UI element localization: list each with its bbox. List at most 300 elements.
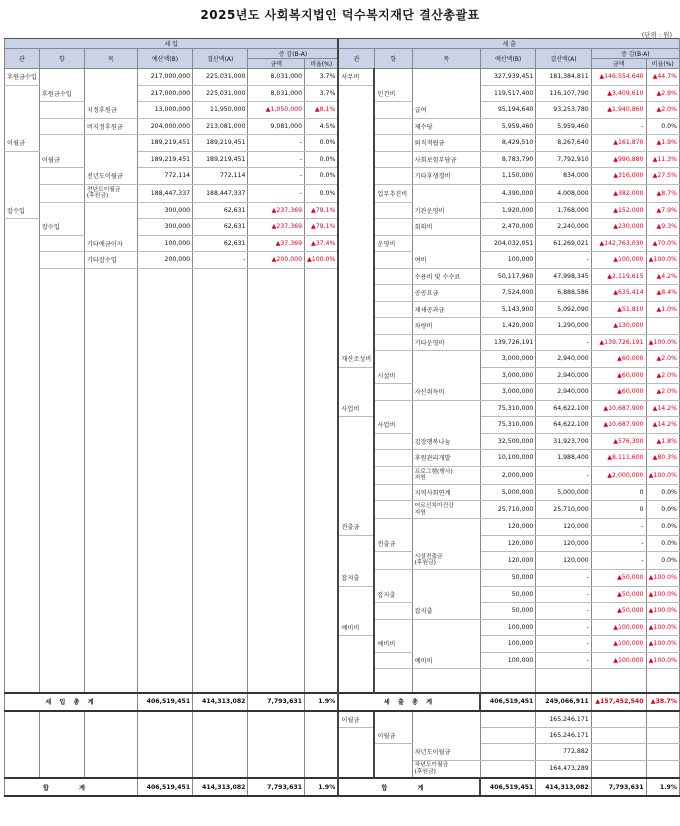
income-cell: 전년도이월금 — [84, 168, 137, 185]
expense-grand-ex_ratio: 1.9% — [646, 778, 679, 796]
income-cell — [84, 450, 137, 467]
spacer-row — [5, 677, 680, 685]
table-row — [5, 603, 680, 620]
expense-cell: 회의비 — [412, 219, 480, 236]
empty-cell — [39, 760, 84, 778]
expense-cell: ▲80.3% — [646, 450, 679, 467]
income-cell — [5, 450, 40, 467]
carryover-cell: 772,882 — [536, 744, 591, 761]
expense-cell: 급여 — [412, 102, 480, 119]
income-cell: 0.0% — [305, 184, 339, 202]
carryover-cell — [374, 760, 412, 778]
expense-cell: ▲60,000 — [591, 351, 646, 368]
income-cell — [84, 433, 137, 450]
income-cell: ▲79.1% — [305, 219, 339, 236]
expense-cell: 5,143,900 — [480, 301, 535, 318]
income-cell — [137, 603, 192, 620]
carryover-row — [5, 744, 680, 761]
income-cell — [5, 619, 40, 636]
income-total-diff: 7,793,631 — [248, 693, 305, 711]
income-cell — [5, 586, 40, 603]
income-cell — [5, 400, 40, 417]
expense-cell — [412, 69, 480, 86]
income-cell — [193, 652, 248, 669]
empty-cell — [137, 711, 192, 728]
income-cell — [5, 636, 40, 653]
expense-cell: 후원관리개발 — [412, 450, 480, 467]
income-cell — [84, 367, 137, 384]
expense-cell: ▲10,687,900 — [591, 400, 646, 417]
income-cell — [248, 466, 305, 484]
income-cell — [39, 400, 84, 417]
expense-cell: 0.0% — [646, 535, 679, 552]
income-cell: ▲100.0% — [305, 252, 339, 269]
expense-cell: ▲100.0% — [646, 619, 679, 636]
expense-cell — [412, 619, 480, 636]
empty-cell — [374, 669, 412, 677]
income-cell: 62,631 — [193, 235, 248, 252]
expense-cell — [374, 400, 412, 417]
income-cell — [84, 202, 137, 219]
table-row — [5, 619, 680, 636]
carryover-cell — [646, 711, 679, 728]
expense-cell: 수용비 및 수수료 — [412, 268, 480, 285]
income-cell: 189,219,451 — [193, 151, 248, 168]
expense-cell: 32,500,000 — [480, 433, 535, 450]
expense-cell — [338, 235, 374, 252]
expense-cell — [374, 135, 412, 152]
expense-cell: ▲2.0% — [646, 367, 679, 384]
expense-cell — [412, 400, 480, 417]
expense-cell — [374, 334, 412, 351]
income-cell — [248, 636, 305, 653]
expense-grand-total-label: 합 계 — [338, 778, 480, 796]
table-row — [5, 535, 680, 552]
expense-cell — [338, 384, 374, 401]
expense-cell — [338, 417, 374, 434]
expense-cell: ▲382,000 — [591, 184, 646, 202]
empty-cell — [248, 677, 305, 685]
empty-cell — [338, 685, 374, 693]
income-cell — [305, 433, 339, 450]
income-cell: 188,447,337 — [137, 184, 192, 202]
carryover-cell — [591, 711, 646, 728]
col-amount: 금액 — [591, 59, 646, 69]
empty-cell — [137, 669, 192, 677]
income-cell: 13,000,000 — [137, 102, 192, 119]
income-cell: 기타잡수입 — [84, 252, 137, 269]
expense-cell — [412, 85, 480, 102]
expense-cell — [374, 102, 412, 119]
expense-cell: 50,000 — [480, 570, 535, 587]
expense-cell: ▲8.7% — [646, 184, 679, 202]
income-cell — [84, 301, 137, 318]
empty-cell — [338, 677, 374, 685]
income-cell: 772,114 — [137, 168, 192, 185]
expense-cell: ▲8.4% — [646, 285, 679, 302]
expense-cell: 여비 — [412, 252, 480, 269]
expense-cell: 120,000 — [480, 535, 535, 552]
empty-cell — [84, 760, 137, 778]
empty-cell — [480, 669, 535, 677]
income-cell — [137, 384, 192, 401]
expense-cell: 61,269,021 — [536, 235, 591, 252]
income-cell: 300,000 — [137, 202, 192, 219]
table-row — [5, 351, 680, 368]
col-mok: 목 — [412, 49, 480, 69]
income-cell — [84, 552, 137, 570]
empty-cell — [338, 669, 374, 677]
empty-cell — [5, 677, 40, 685]
income-cell — [137, 466, 192, 484]
income-cell — [84, 69, 137, 86]
expense-cell: ▲139,726,191 — [591, 334, 646, 351]
expense-cell: ▲3,409,610 — [591, 85, 646, 102]
expense-cell: 100,000 — [480, 652, 535, 669]
income-cell: - — [248, 135, 305, 152]
income-cell: 후원금수입 — [5, 69, 40, 86]
expense-cell — [338, 168, 374, 185]
expense-cell: 제세공과금 — [412, 301, 480, 318]
table-row — [5, 268, 680, 285]
income-cell — [305, 400, 339, 417]
expense-cell — [374, 301, 412, 318]
income-cell: 비지정후원금 — [84, 118, 137, 135]
income-cell — [84, 384, 137, 401]
income-cell — [193, 384, 248, 401]
income-cell: 225,031,000 — [193, 69, 248, 86]
empty-cell — [5, 711, 40, 728]
table-row — [5, 184, 680, 202]
expense-cell — [338, 202, 374, 219]
empty-cell — [84, 744, 137, 761]
income-cell: ▲37.4% — [305, 235, 339, 252]
income-cell — [137, 351, 192, 368]
income-cell — [137, 552, 192, 570]
income-cell — [305, 301, 339, 318]
income-cell — [84, 501, 137, 519]
expense-cell: 64,622,100 — [536, 400, 591, 417]
expense-cell — [374, 466, 412, 484]
expense-cell: 25,710,000 — [480, 501, 535, 519]
empty-cell — [412, 677, 480, 685]
income-cell — [137, 417, 192, 434]
expense-cell: - — [536, 619, 591, 636]
income-cell: - — [248, 151, 305, 168]
empty-cell — [305, 727, 339, 744]
table-row — [5, 484, 680, 501]
spacer-row — [5, 685, 680, 693]
expense-cell: 1,150,000 — [480, 168, 535, 185]
expense-cell: 자산취득비 — [412, 384, 480, 401]
income-cell — [5, 603, 40, 620]
expense-cell: ▲2.0% — [646, 102, 679, 119]
expense-cell: 0.0% — [646, 519, 679, 536]
expense-cell — [338, 301, 374, 318]
income-cell — [305, 466, 339, 484]
expense-cell: ▲100,000 — [591, 252, 646, 269]
income-cell — [193, 268, 248, 285]
income-cell — [305, 417, 339, 434]
empty-cell — [248, 744, 305, 761]
income-cell — [39, 433, 84, 450]
carryover-cell — [338, 727, 374, 744]
carryover-cell: 차년도이월금 (후원금) — [412, 760, 480, 778]
expense-cell: 6,888,586 — [536, 285, 591, 302]
expense-cell — [412, 519, 480, 536]
table-row — [5, 118, 680, 135]
income-cell — [5, 652, 40, 669]
income-cell — [193, 519, 248, 536]
carryover-row — [5, 711, 680, 728]
expense-cell — [338, 636, 374, 653]
expense-cell — [374, 318, 412, 335]
income-cell: 200,000 — [137, 252, 192, 269]
income-cell — [39, 184, 84, 202]
expense-cell: 1,768,000 — [536, 202, 591, 219]
empty-cell — [137, 744, 192, 761]
expense-cell: 1,988,400 — [536, 450, 591, 467]
empty-cell — [248, 760, 305, 778]
income-cell — [39, 168, 84, 185]
expense-cell — [338, 118, 374, 135]
expense-cell: ▲44.7% — [646, 69, 679, 86]
expense-cell: ▲14.2% — [646, 417, 679, 434]
income-cell: 225,031,000 — [193, 85, 248, 102]
page-title: 2025년도 사회복지법인 덕수복지재단 결산총괄표 — [200, 8, 480, 22]
empty-cell — [84, 711, 137, 728]
income-cell — [193, 351, 248, 368]
expense-cell: ▲100.0% — [646, 586, 679, 603]
expense-cell: 64,622,100 — [536, 417, 591, 434]
income-cell: 이월금 — [5, 135, 40, 152]
empty-cell — [84, 727, 137, 744]
table-row — [5, 151, 680, 168]
income-cell — [137, 535, 192, 552]
col-settled: 결산액(A) — [536, 49, 591, 69]
income-cell — [84, 466, 137, 484]
expense-cell — [412, 235, 480, 252]
expense-cell: 7,524,000 — [480, 285, 535, 302]
income-cell — [39, 652, 84, 669]
col-diff: 증 감(B-A) — [248, 49, 338, 59]
empty-cell — [305, 744, 339, 761]
empty-cell — [5, 744, 40, 761]
income-cell — [39, 202, 84, 219]
income-cell — [248, 285, 305, 302]
income-cell — [193, 285, 248, 302]
expense-cell — [374, 268, 412, 285]
expense-cell — [412, 184, 480, 202]
income-cell — [5, 384, 40, 401]
carryover-cell — [412, 711, 480, 728]
expense-cell: ▲60,000 — [591, 384, 646, 401]
expense-cell: ▲60,000 — [591, 367, 646, 384]
expense-cell: ▲27.5% — [646, 168, 679, 185]
income-cell — [193, 318, 248, 335]
col-mok: 목 — [84, 49, 137, 69]
expense-cell: 기관운영비 — [412, 202, 480, 219]
expense-cell: 인건비 — [374, 85, 412, 102]
expense-cell: ▲2,000,000 — [591, 466, 646, 484]
income-cell: ▲237,369 — [248, 202, 305, 219]
income-cell — [193, 535, 248, 552]
income-cell: - — [248, 168, 305, 185]
expense-cell: 0.0% — [646, 552, 679, 570]
income-cell — [193, 450, 248, 467]
empty-cell — [248, 711, 305, 728]
expense-cell — [374, 433, 412, 450]
expense-cell: ▲230,000 — [591, 219, 646, 236]
income-cell — [193, 367, 248, 384]
expense-cell: - — [536, 652, 591, 669]
income-cell: 217,000,000 — [137, 85, 192, 102]
income-cell — [84, 484, 137, 501]
income-cell — [5, 519, 40, 536]
empty-cell — [646, 685, 679, 693]
carryover-cell — [338, 760, 374, 778]
income-cell — [84, 652, 137, 669]
empty-cell — [5, 727, 40, 744]
expense-cell: 제수당 — [412, 118, 480, 135]
carryover-cell — [374, 711, 412, 728]
income-cell — [5, 334, 40, 351]
empty-cell — [193, 711, 248, 728]
expense-cell: 834,000 — [536, 168, 591, 185]
income-cell — [248, 570, 305, 587]
carryover-cell: 165,246,171 — [536, 711, 591, 728]
income-cell — [137, 586, 192, 603]
income-cell — [39, 268, 84, 285]
expense-total-budget: 406,519,451 — [480, 693, 535, 711]
income-cell — [5, 535, 40, 552]
income-cell — [5, 184, 40, 202]
expense-cell — [338, 652, 374, 669]
expense-cell — [374, 652, 412, 669]
expense-cell: - — [536, 603, 591, 620]
income-cell — [39, 285, 84, 302]
income-cell — [84, 318, 137, 335]
expense-cell: 퇴직적립금 — [412, 135, 480, 152]
income-cell — [137, 268, 192, 285]
empty-cell — [305, 677, 339, 685]
income-cell — [5, 268, 40, 285]
income-cell — [39, 484, 84, 501]
expense-total-settled: 249,066,911 — [536, 693, 591, 711]
expense-cell: ▲100.0% — [646, 652, 679, 669]
income-cell — [39, 570, 84, 587]
income-cell — [39, 367, 84, 384]
expense-cell: 2,240,000 — [536, 219, 591, 236]
income-cell — [305, 268, 339, 285]
table-row — [5, 235, 680, 252]
expense-cell: 5,092,090 — [536, 301, 591, 318]
expense-cell: - — [536, 586, 591, 603]
income-cell — [193, 484, 248, 501]
expense-cell — [374, 450, 412, 467]
income-cell — [5, 501, 40, 519]
carryover-cell — [374, 744, 412, 761]
expense-cell: 운영비 — [374, 235, 412, 252]
expense-cell — [374, 619, 412, 636]
income-cell — [305, 450, 339, 467]
expense-cell: 기타후생경비 — [412, 168, 480, 185]
income-cell: 잡수입 — [39, 219, 84, 236]
expense-cell: 3,000,000 — [480, 367, 535, 384]
income-cell: 0.0% — [305, 151, 339, 168]
income-cell: 3.7% — [305, 69, 339, 86]
carryover-cell: 차년도이월금 — [412, 744, 480, 761]
income-cell — [39, 501, 84, 519]
expense-cell — [412, 570, 480, 587]
expense-cell: 시설전출금 (후원금) — [412, 552, 480, 570]
expense-cell: 4,390,000 — [480, 184, 535, 202]
carryover-row — [5, 727, 680, 744]
expense-cell — [338, 484, 374, 501]
income-cell — [5, 466, 40, 484]
expense-cell: 사무비 — [338, 69, 374, 86]
income-cell — [193, 570, 248, 587]
col-amount: 금액 — [248, 59, 305, 69]
expense-cell — [338, 552, 374, 570]
expense-cell: - — [591, 535, 646, 552]
expense-cell: 0 — [591, 484, 646, 501]
expense-cell: 50,000 — [480, 603, 535, 620]
income-cell — [84, 285, 137, 302]
expense-cell — [374, 118, 412, 135]
income-cell — [39, 417, 84, 434]
expense-cell — [374, 570, 412, 587]
expense-cell: ▲50,000 — [591, 570, 646, 587]
income-cell — [305, 285, 339, 302]
expense-cell: 예비비 — [338, 619, 374, 636]
income-cell — [137, 652, 192, 669]
table-row — [5, 636, 680, 653]
empty-cell — [412, 685, 480, 693]
income-cell — [5, 318, 40, 335]
income-cell — [39, 351, 84, 368]
income-cell — [84, 636, 137, 653]
expense-cell: ▲50,000 — [591, 603, 646, 620]
income-cell — [84, 351, 137, 368]
income-grand-in_diff: 7,793,631 — [248, 778, 305, 796]
income-cell — [248, 318, 305, 335]
income-cell — [5, 417, 40, 434]
table-row — [5, 384, 680, 401]
empty-cell — [39, 744, 84, 761]
income-cell — [137, 433, 192, 450]
expense-cell: 김장행복나눔 — [412, 433, 480, 450]
expense-cell — [412, 586, 480, 603]
expense-total-label: 세 출 총 계 — [338, 693, 480, 711]
empty-cell — [137, 760, 192, 778]
income-cell — [39, 586, 84, 603]
empty-cell — [591, 669, 646, 677]
expense-cell: 업무추진비 — [374, 184, 412, 202]
table-row — [5, 318, 680, 335]
expense-cell — [374, 384, 412, 401]
carryover-cell — [591, 727, 646, 744]
expense-total-ratio: ▲38.7% — [646, 693, 679, 711]
income-cell — [137, 450, 192, 467]
expense-cell — [412, 351, 480, 368]
expense-cell — [338, 450, 374, 467]
income-cell: 188,447,337 — [193, 184, 248, 202]
expense-cell — [338, 501, 374, 519]
income-cell — [39, 450, 84, 467]
income-cell — [5, 168, 40, 185]
table-row — [5, 501, 680, 519]
